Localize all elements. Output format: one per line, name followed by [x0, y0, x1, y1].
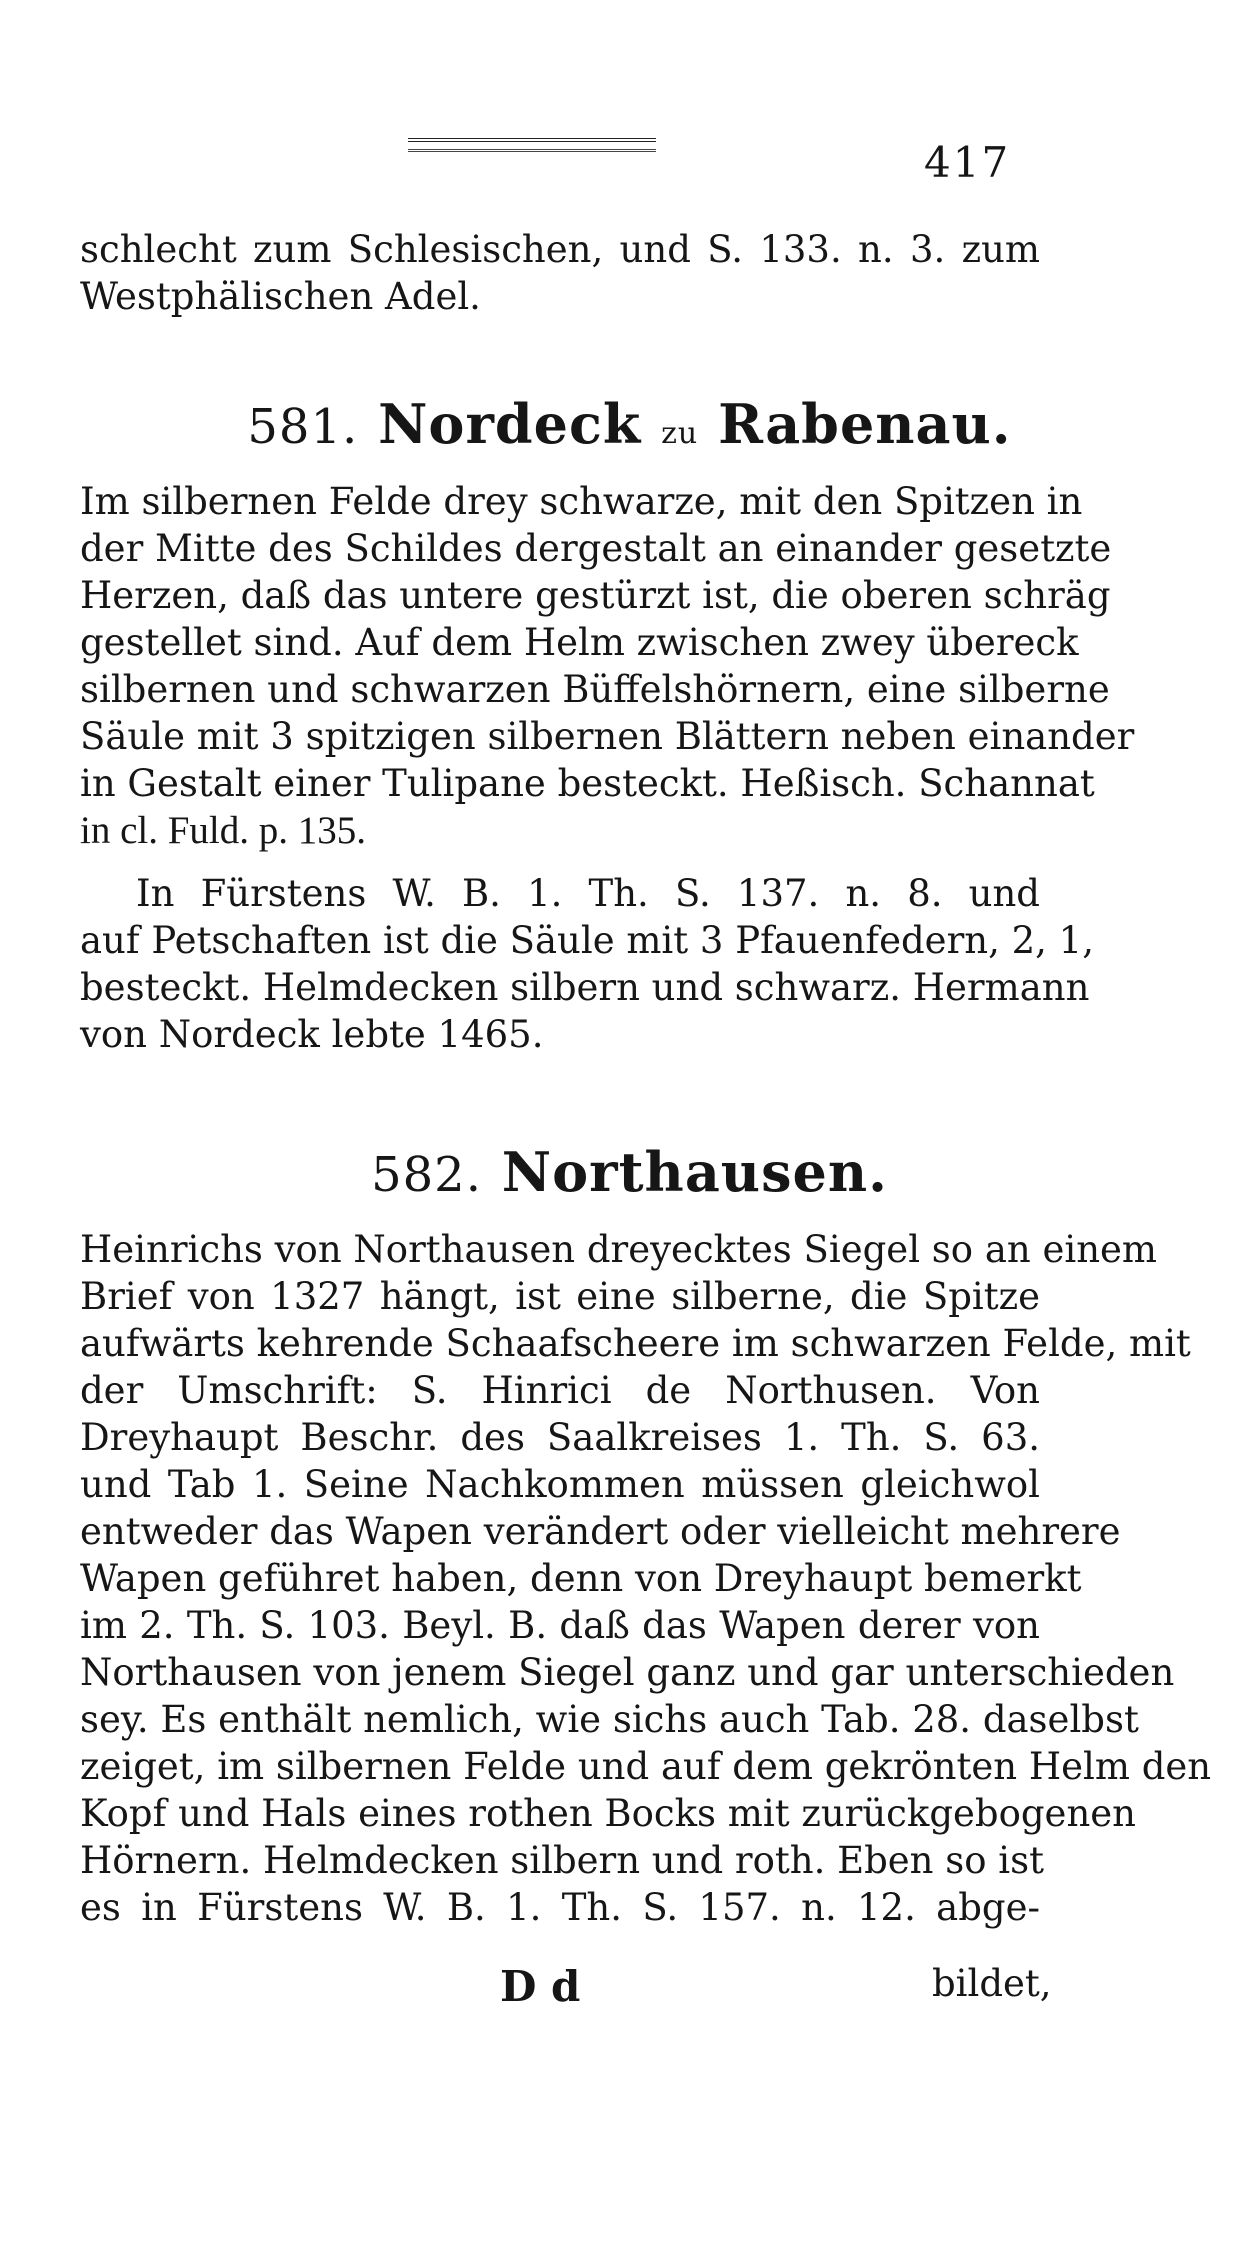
text-line: Brief von 1327 hängt, ist eine silberne, die Spitze — [80, 1275, 1040, 1318]
section-581-paragraph-2 — [80, 870, 1094, 1058]
text-line: Westphälischen Adel. — [80, 275, 481, 318]
section-title-connector: zu — [661, 416, 699, 451]
section-title: Rabenau. — [718, 392, 1012, 456]
text-line: aufwärts kehrende Schaafscheere im schwarzen Felde, mit — [80, 1322, 1191, 1365]
text-line: Dreyhaupt Beschr. des Saalkreises 1. Th. S. 63. — [80, 1416, 1040, 1459]
text-line: Herzen, daß das untere gestürzt ist, die oberen schräg — [80, 574, 1111, 617]
text-line: Heinrichs von Northausen dreyecktes Siegel so an einem — [80, 1228, 1158, 1271]
section-number: 581. — [247, 399, 359, 455]
section-581-paragraph-1 — [80, 478, 1135, 854]
section-heading-582 — [0, 1140, 1259, 1204]
text-line: Hörnern. Helmdecken silbern und roth. Eben so ist — [80, 1839, 1044, 1882]
section-582-paragraph-1 — [80, 1226, 1212, 1931]
header-rule — [408, 138, 656, 152]
text-line: schlecht zum Schlesischen, und S. 133. n. 3. zum — [80, 228, 1040, 271]
text-line: auf Petschaften ist die Säule mit 3 Pfauenfedern, 2, 1, — [80, 919, 1094, 962]
text-line: Northausen von jenem Siegel ganz und gar unterschieden — [80, 1651, 1175, 1694]
text-line: Im silbernen Felde drey schwarze, mit den Spitzen in — [80, 480, 1083, 523]
text-line: silbernen und schwarzen Büffelshörnern, eine silberne — [80, 668, 1110, 711]
text-line: sey. Es enthält nemlich, wie sichs auch Tab. 28. daselbst — [80, 1698, 1139, 1741]
text-line: Wapen geführet haben, denn von Dreyhaupt bemerkt — [80, 1557, 1082, 1600]
text-line: in Gestalt einer Tulipane besteckt. Heßisch. Schannat — [80, 762, 1095, 805]
catchword: bildet, — [932, 1962, 1052, 2005]
text-line: der Umschrift: S. Hinrici de Northusen. Von — [80, 1369, 1040, 1412]
text-line: In Fürstens W. B. 1. Th. S. 137. n. 8. und — [136, 872, 1040, 915]
section-title: Nordeck — [378, 392, 642, 456]
text-line: es in Fürstens W. B. 1. Th. S. 157. n. 12. abge- — [80, 1886, 1040, 1929]
intro-paragraph — [80, 226, 1040, 320]
text-line: von Nordeck lebte 1465. — [80, 1013, 544, 1056]
text-line: zeiget, im silbernen Felde und auf dem gekrönten Helm den — [80, 1745, 1212, 1788]
section-number: 582. — [371, 1147, 482, 1203]
section-heading-581 — [0, 392, 1259, 456]
text-line: besteckt. Helmdecken silbern und schwarz. Hermann — [80, 966, 1090, 1009]
text-line: entweder das Wapen verändert oder vielleicht mehrere — [80, 1510, 1121, 1553]
section-title: Northausen. — [501, 1140, 888, 1204]
signature-mark: D d — [500, 1962, 581, 2011]
text-line: im 2. Th. S. 103. Beyl. B. daß das Wapen derer von — [80, 1604, 1040, 1647]
text-line: und Tab 1. Seine Nachkommen müssen gleichwol — [80, 1463, 1040, 1506]
text-line: der Mitte des Schildes dergestalt an einander gesetzte — [80, 527, 1112, 570]
text-line: Kopf und Hals eines rothen Bocks mit zurückgebogenen — [80, 1792, 1136, 1835]
text-line: in cl. Fuld. p. 135. — [80, 809, 367, 852]
text-line: Säule mit 3 spitzigen silbernen Blättern neben einander — [80, 715, 1135, 758]
text-line: gestellet sind. Auf dem Helm zwischen zwey übereck — [80, 621, 1079, 664]
page-number: 417 — [924, 138, 1011, 187]
